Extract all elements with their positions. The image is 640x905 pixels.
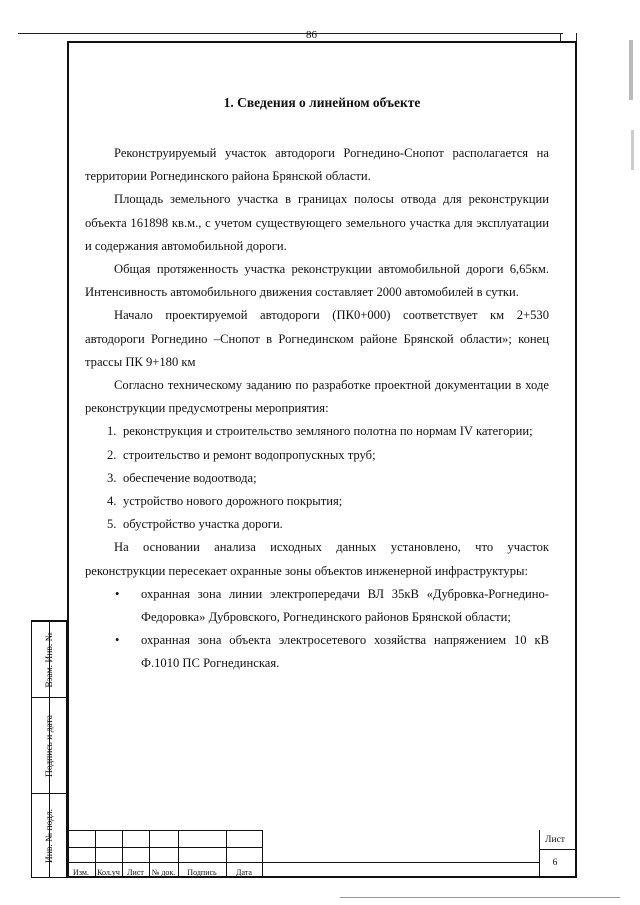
page-number: 86 (306, 29, 317, 41)
list-item (85, 490, 549, 513)
bullet-icon: • (115, 586, 120, 601)
column-header: № док. (151, 868, 176, 877)
column-header: Дата (236, 868, 252, 877)
paragraph: Реконструируемый участок автодороги Рогнедино-Снопот располагается на территории Рогнединского района Брянской области. (85, 146, 549, 184)
stamp-label: Инв. № подл. (45, 808, 55, 863)
sheet-label: Лист (545, 835, 565, 845)
list-item (85, 513, 549, 536)
list-text: устройство нового дорожного покрытия; (123, 494, 343, 509)
list-text: обеспечение водоотвода; (123, 470, 257, 485)
scan-mark (629, 40, 633, 100)
sheet-number: 6 (552, 858, 558, 868)
stamp-cell-inv-original (32, 793, 66, 877)
list-text: обустройство участка дороги. (123, 517, 283, 532)
list-text: охранная зона объекта электросетевого хозяйства напряжением 10 кВ Ф.1010 ПС Рогнединская. (141, 633, 549, 671)
paragraph: Начало проектируемой автодороги (ПК0+000) соответствует км 2+530 автодороги Рогнедино –Снопот в Рогнединском районе Брянской области»; конец трассы ПК 9+180 км (85, 308, 549, 369)
section-heading: 1. Сведения о линейном объекте (223, 95, 421, 110)
title-block-line (67, 847, 262, 848)
list-text: строительство и ремонт водопропускных труб; (123, 447, 376, 462)
stamp-label: Подпись и дата (45, 714, 55, 777)
stamp-label: Взам. Инв. № (45, 631, 55, 688)
list-item (85, 583, 549, 629)
list-number: 4. (107, 494, 117, 509)
zones-list (85, 583, 549, 676)
title-block-line (67, 862, 539, 863)
scan-mark (631, 130, 634, 170)
column-header: Лист (127, 868, 144, 877)
measures-list (85, 420, 549, 536)
title-block (67, 830, 577, 878)
list-item (85, 420, 549, 443)
document-body (85, 142, 549, 676)
column-header: Кол.уч (97, 868, 120, 877)
title-block-line (539, 830, 540, 878)
list-number: 1. (107, 424, 117, 439)
title-block-line (262, 830, 263, 878)
list-number: 3. (107, 470, 117, 485)
paragraph: На основании анализа исходных данных установлено, что участок реконструкции пересекает охранные зоны объектов инженерной инфраструктуры: (85, 540, 549, 578)
stamp-cell-signature (32, 697, 66, 793)
paragraph: Общая протяженность участка реконструкции автомобильной дороги 6,65км. Интенсивность автомобильного движения составляет 2000 автомобилей в сутки. (85, 262, 549, 300)
paragraph: Площадь земельного участка в границах полосы отвода для реконструкции объекта 161898 кв.м., с учетом существующего земельного участка для эксплуатации и содержания автомобильной дороги. (85, 192, 549, 253)
list-text: реконструкция и строительство земляного полотна по нормам IV категории; (123, 424, 533, 439)
scan-line (340, 897, 620, 898)
side-stamp (31, 620, 67, 878)
top-rule (18, 33, 563, 34)
column-header: Изм. (73, 868, 89, 877)
paragraph: Согласно техническому заданию по разработке проектной документации в ходе реконструкции предусмотрены мероприятия: (85, 378, 549, 416)
title-block-line (539, 849, 577, 850)
bullet-icon: • (115, 633, 120, 648)
list-number: 2. (107, 447, 117, 462)
list-item (85, 467, 549, 490)
title-block-line (67, 830, 262, 831)
column-header: Подпись (187, 868, 217, 877)
list-item (85, 444, 549, 467)
list-item (85, 629, 549, 675)
list-number: 5. (107, 517, 117, 532)
list-text: охранная зона линии электропередачи ВЛ 35кВ «Дубровка-Рогнедино-Федоровка» Дубровского, Рогнединского районов Брянской области; (141, 586, 549, 625)
stamp-cell-inv-replace (32, 621, 66, 697)
